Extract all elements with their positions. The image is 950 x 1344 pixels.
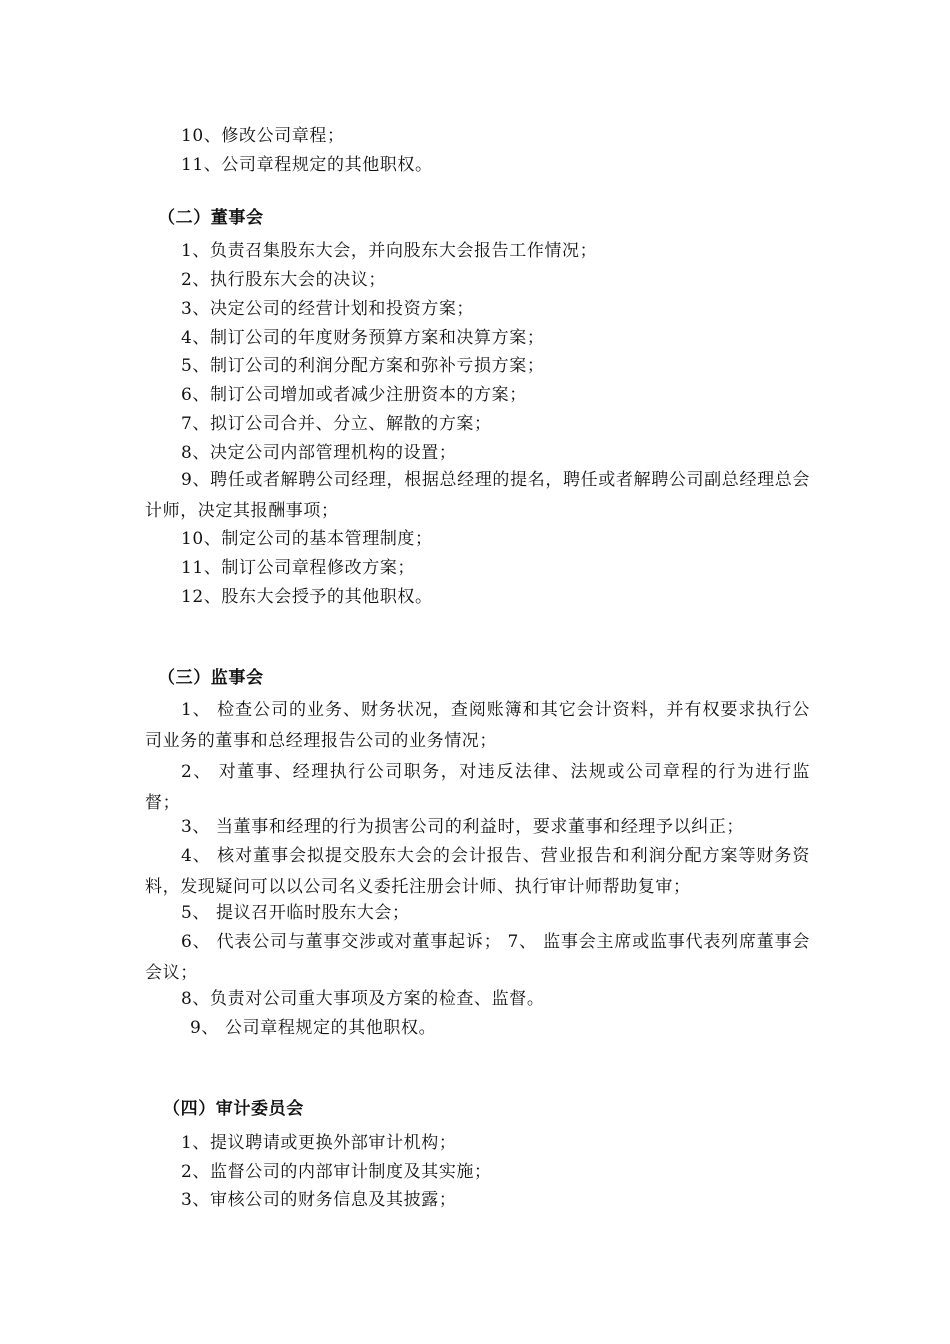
list-item: 8、负责对公司重大事项及方案的检查、监督。 [181, 989, 545, 1009]
list-item: 8、决定公司内部管理机构的设置； [181, 443, 457, 463]
list-item: 2、 对董事、经理执行公司职务，对违反法律、法规或公司章程的行为进行监督； [145, 762, 810, 813]
list-item: 10、制定公司的基本管理制度； [181, 529, 433, 549]
list-item: 2、监督公司的内部审计制度及其实施； [181, 1162, 492, 1182]
section-heading: （三）监事会 [158, 668, 264, 688]
list-item: 1、提议聘请或更换外部审计机构； [181, 1133, 457, 1153]
list-item: 9、 公司章程规定的其他职权。 [190, 1018, 437, 1038]
list-item: 3、审核公司的财务信息及其披露； [181, 1190, 457, 1210]
section-heading: （二）董事会 [158, 208, 264, 228]
list-item: 11、制订公司章程修改方案； [181, 558, 416, 578]
list-item: 4、制订公司的年度财务预算方案和决算方案； [181, 328, 545, 348]
list-item: 12、股东大会授予的其他职权。 [181, 587, 433, 607]
list-item: 6、 代表公司与董事交涉或对董事起诉； 7、 监事会主席或监事代表列席董事会会议； [145, 932, 810, 983]
list-item: 11、公司章程规定的其他职权。 [181, 155, 433, 175]
list-item: 7、拟订公司合并、分立、解散的方案； [181, 414, 492, 434]
list-item: 2、执行股东大会的决议； [181, 270, 387, 290]
list-item: 5、 提议召开临时股东大会； [181, 903, 410, 923]
list-item: 3、 当董事和经理的行为损害公司的利益时，要求董事和经理予以纠正； [181, 817, 745, 837]
section-heading: （四）审计委员会 [163, 1099, 304, 1119]
list-item: 6、制订公司增加或者减少注册资本的方案； [181, 385, 527, 405]
list-item: 4、 核对董事会拟提交股东大会的会计报告、营业报告和利润分配方案等财务资料，发现疑问可以以公司名义委托注册会计师、执行审计师帮助复审； [145, 846, 810, 897]
list-item: 1、 检查公司的业务、财务状况，查阅账簿和其它会计资料，并有权要求执行公司业务的董事和总经理报告公司的业务情况； [145, 700, 810, 751]
list-item: 3、决定公司的经营计划和投资方案； [181, 299, 475, 319]
list-item: 10、修改公司章程； [181, 126, 345, 146]
list-item: 5、制订公司的利润分配方案和弥补亏损方案； [181, 356, 545, 376]
list-item: 1、负责召集股东大会，并向股东大会报告工作情况； [181, 241, 598, 261]
list-item: 9、聘任或者解聘公司经理，根据总经理的提名，聘任或者解聘公司副总经理总会计师，决定其报酬事项； [145, 470, 810, 521]
